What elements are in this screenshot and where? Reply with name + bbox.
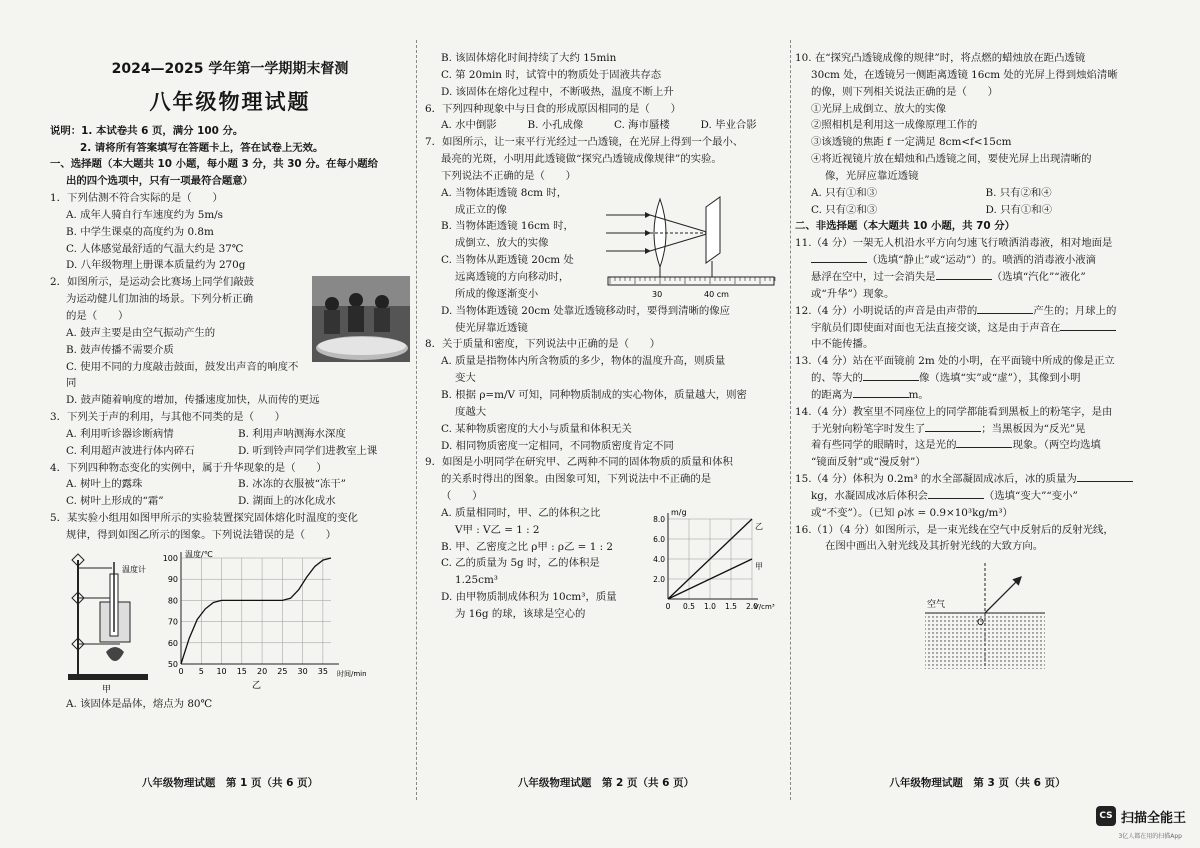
- question-7: [425, 134, 787, 336]
- q10-option-b: B. 只有②和④: [985, 186, 1052, 199]
- refraction-figure: [795, 555, 1160, 675]
- x-tick-label: 0: [178, 666, 184, 676]
- question-16: [795, 522, 1160, 682]
- q7-option-d-1: D. 当物体距透镜 20cm 处靠近透镜移动时，要得到清晰的像应: [441, 304, 731, 317]
- q10-option-d: D. 只有①和④: [985, 203, 1053, 216]
- q8-option-b-2: 度越大: [455, 405, 487, 418]
- q10-stem-3: 的像，则下列相关说法正确的是（ ）: [811, 85, 999, 98]
- q15-line-2a: kg，水凝固成冰后体积会: [811, 489, 928, 502]
- q15-line-3: 或“不变”）。（已知 ρ冰 = 0.9×10³kg/m³）: [811, 506, 1013, 519]
- question-10: [795, 50, 1160, 218]
- question-11: [795, 235, 1160, 302]
- y-tick-label: 60: [167, 638, 178, 648]
- q7-option-a-2: 成正立的像: [455, 203, 507, 216]
- q10-option-a: A. 只有①和③: [811, 186, 878, 199]
- q9-option-b: B. 甲、乙密度之比 ρ甲 : ρ乙 = 1 : 2: [441, 540, 614, 553]
- y-axis-label: m/g: [671, 507, 687, 517]
- q2-option-b: B. 鼓声传播不需要介质: [66, 343, 174, 356]
- temperature-curve: [181, 558, 331, 664]
- figure-jia-label: 甲: [102, 684, 112, 695]
- q15-blank-2[interactable]: [928, 489, 984, 499]
- q3-option-a: A. 利用听诊器诊断病情: [66, 427, 174, 440]
- q5-stem-2: 规律，得到如图乙所示的图象。下列说法错误的是（ ）: [66, 528, 337, 541]
- q10-statement-1: ①光屏上成倒立、放大的实像: [811, 102, 947, 115]
- q12-line-1b: 产生的；月球上的: [1033, 304, 1117, 317]
- q14-line-3b: 现象。（两空均选填: [1012, 439, 1101, 452]
- q12-blank-1[interactable]: [977, 304, 1033, 314]
- q9-option-d-2: 为 16g 的球，该球是空心的: [455, 607, 586, 620]
- q5-option-a: A. 该固体是晶体，熔点为 80℃: [66, 697, 213, 710]
- thermometer-label: 温度计: [122, 564, 146, 574]
- q1-option-c: C. 人体感觉最舒适的气温大约是 37℃: [66, 242, 244, 255]
- page-2: [425, 40, 787, 800]
- exam-year: 2024—2025 学年第一学期期末督测: [111, 61, 349, 77]
- footer-page-2: 八年级物理试题 第 2 页（共 6 页）: [517, 777, 695, 789]
- q3-option-b: B. 利用声呐测海水深度: [238, 427, 346, 440]
- q12-line-2: 宇航员们即使面对面也无法直接交谈，这是由于声音在: [811, 321, 1061, 334]
- q9-option-d-1: D. 由甲物质制成体积为 10cm³，质量: [441, 591, 617, 604]
- question-3: [50, 409, 410, 460]
- q5-stem-1: 5．某实验小组用如图甲所示的实验装置探究固体熔化时温度的变化: [50, 512, 358, 525]
- q11-line-3a: 悬浮在空中，过一会消失是: [811, 270, 936, 283]
- q2-option-d: D. 鼓声随着响度的增加，传播速度加快，从而传的更远: [66, 394, 320, 407]
- footer-page-1: 八年级物理试题 第 1 页（共 6 页）: [141, 777, 319, 789]
- q14-line-1: 14.（4 分）教室里不同座位上的同学都能看到黑板上的粉笔字，是由: [795, 405, 1113, 418]
- q15-blank-1[interactable]: [1077, 472, 1133, 482]
- question-4: [50, 460, 410, 511]
- q7-option-c-2: 远离透镜的方向移动时，: [455, 270, 570, 283]
- q8-option-c: C. 某种物质密度的大小与质量和体积无关: [441, 422, 632, 435]
- q11-line-2: （选填“静止”或“运动”）的。喷洒的消毒液小液滴: [867, 254, 1097, 267]
- air-label: 空气: [927, 600, 946, 611]
- question-8: [425, 336, 787, 454]
- ruler-tick-30: 30: [652, 289, 663, 299]
- x-tick-label: 0: [665, 601, 671, 611]
- q7-option-b-1: B. 当物体距透镜 16cm 时，: [441, 220, 574, 233]
- q10-statement-4: ④将近视镜片放在蜡烛和凸透镜之间，要使光屏上出现清晰的: [811, 153, 1092, 166]
- note-1: 说明：1. 本试卷共 6 页，满分 100 分。: [50, 124, 244, 137]
- q8-option-a-1: A. 质量是指物体内所含物质的多少，物体的温度升高，则质量: [441, 355, 726, 368]
- q6-option-d: D. 毕业合影: [700, 119, 757, 132]
- q14-blank-1[interactable]: [925, 422, 981, 432]
- section-2-title: 二、非选择题（本大题共 10 小题，共 70 分）: [795, 220, 1016, 233]
- q2-option-a: A. 鼓声主要是由空气振动产生的: [66, 326, 216, 339]
- q13-line-2b: 像（选填“实”或“虚”），其像到小明: [918, 372, 1081, 385]
- q10-option-c: C. 只有②和③: [811, 203, 878, 216]
- q5-option-b: B. 该固体熔化时间持续了大约 15min: [441, 52, 617, 64]
- question-14: [795, 404, 1160, 471]
- x-tick-label: 1.5: [725, 601, 737, 611]
- q9-option-c-2: 1.25cm³: [455, 574, 498, 587]
- apparatus-figure: [50, 546, 155, 696]
- question-6: [425, 101, 787, 135]
- y-tick-label: 6.0: [653, 534, 665, 544]
- q13-line-3: 的距离为: [811, 388, 853, 401]
- q1-stem: 1．下列估测不符合实际的是（ ）: [50, 192, 223, 205]
- q2-stem-2: 为运动健儿们加油的场景。下列分析正确: [66, 293, 254, 306]
- page-3: [795, 40, 1160, 800]
- question-5: [50, 510, 410, 713]
- q11-blank-1[interactable]: [811, 253, 867, 263]
- q3-option-d: D. 听到铃声同学们进教室上课: [238, 444, 378, 457]
- y-tick-label: 100: [162, 553, 178, 563]
- q7-option-b-2: 成倒立、放大的实像: [455, 237, 549, 250]
- point-o-label: O: [977, 618, 985, 629]
- scanner-watermark: [1096, 806, 1186, 826]
- q12-blank-2[interactable]: [1060, 321, 1116, 331]
- q13-blank-2[interactable]: [853, 388, 909, 398]
- q4-option-b: B. 冰冻的衣服被“冻干”: [238, 478, 346, 491]
- q4-option-c: C. 树叶上形成的“霜”: [66, 495, 164, 508]
- q1-option-b: B. 中学生课桌的高度约为 0.8m: [66, 225, 214, 238]
- q6-stem: 6．下列四种现象中与日食的形成原因相同的是（ ）: [425, 102, 681, 115]
- q15-line-1: 15.（4 分）体积为 0.2m³ 的水全部凝固成冰后，冰的质量为: [795, 473, 1077, 486]
- scanner-logo-icon: CS: [1096, 806, 1116, 826]
- q16-line-1: 16.（1）（4 分）如图所示，是一束光线在空气中反射后的反射光线，: [795, 523, 1114, 536]
- y-tick-label: 8.0: [653, 514, 665, 524]
- x-tick-label: 5: [198, 666, 204, 676]
- q13-line-2a: 的、等大的: [811, 372, 863, 385]
- question-13: [795, 353, 1160, 404]
- q12-line-1a: 12.（4 分）小明说话的声音是由声带的: [795, 304, 978, 317]
- x-tick-label: 0.5: [683, 601, 695, 611]
- series-label: 乙: [755, 521, 763, 531]
- x-tick-label: 30: [297, 666, 308, 676]
- q6-option-c: C. 海市蜃楼: [614, 119, 670, 132]
- q10-statement-2: ②照相机是利用这一成像原理工作的: [811, 119, 978, 132]
- lens-bench-figure: [600, 185, 780, 303]
- q13-line-3b: m。: [908, 388, 929, 401]
- x-tick-label: 25: [277, 666, 288, 676]
- q1-option-a: A. 成年人骑自行车速度约为 5m/s: [66, 208, 224, 221]
- section-1-title: 一、选择题（本大题共 10 小题，每小题 3 分，共 30 分。在每小题给: [50, 158, 379, 171]
- scanner-name: 扫描全能王: [1120, 810, 1186, 826]
- q4-stem: 4．下列四种物态变化的实例中，属于升华现象的是（ ）: [50, 461, 327, 474]
- q9-stem-2: 的关系时得出的图象。由图象可知，下列说法中不正确的是: [441, 473, 712, 486]
- q11-line-1: 11.（4 分）一架无人机沿水平方向匀速飞行喷洒消毒液，相对地面是: [795, 237, 1113, 250]
- q7-option-d-2: 使光屏靠近透镜: [455, 321, 528, 334]
- q10-stem-2: 30cm 处，在透镜另一侧距离透镜 16cm 处的光屏上得到烛焰清晰: [811, 68, 1118, 81]
- question-15: [795, 471, 1160, 522]
- question-12: [795, 303, 1160, 354]
- q10-statement-3: ③该透镜的焦距 f 一定满足 8cm<f<15cm: [811, 136, 1012, 149]
- question-1: [50, 190, 410, 274]
- x-tick-label: 20: [256, 666, 268, 676]
- q12-line-3: 中不能传播。: [811, 338, 874, 351]
- y-tick-label: 90: [167, 574, 178, 584]
- x-tick-label: 35: [317, 666, 328, 676]
- q8-option-d: D. 相同物质密度一定相同，不同物质密度肯定不同: [441, 439, 674, 452]
- q9-stem-3: （ ）: [441, 490, 483, 503]
- y-tick-label: 4.0: [653, 554, 665, 564]
- q14-line-4: “镜面反射”或“漫反射”）: [811, 456, 926, 469]
- mass-volume-chart: [640, 505, 780, 623]
- section-1-title-2: 出的四个选项中，只有一项最符合题意）: [66, 175, 254, 188]
- x-axis-label: 时间/min: [337, 669, 367, 678]
- q11-line-4: 或“升华”）现象。: [811, 287, 895, 300]
- q9-option-a-1: A. 质量相同时，甲、乙的体积之比: [441, 506, 601, 519]
- q13-blank-1[interactable]: [863, 371, 919, 381]
- q2-option-c: C. 使用不同的力度敲击鼓面，鼓发出声音的响度不同: [66, 360, 299, 390]
- q9-option-c-1: C. 乙的质量为 5g 时，乙的体积是: [441, 557, 600, 570]
- scanner-slogan: 3亿人都在用的扫描App: [1118, 833, 1182, 840]
- q7-option-c-3: 所成的像逐渐变小: [455, 287, 539, 300]
- q8-option-b-1: B. 根据 ρ=m/V 可知，同种物质制成的实心物体，质量越大，则密: [441, 388, 747, 401]
- q15-line-2b: （选填“变大”“变小”: [983, 489, 1078, 502]
- q14-line-3a: 着有些同学的眼睛时，这是光的: [811, 439, 957, 452]
- q6-option-b: B. 小孔成像: [527, 119, 584, 132]
- x-tick-label: 1.0: [704, 601, 716, 611]
- note-2: 2. 请将所有答案填写在答题卡上，答在试卷上无效。: [80, 141, 324, 154]
- y-tick-label: 70: [167, 617, 178, 627]
- y-axis-label: 温度/℃: [185, 549, 213, 559]
- figure-yi-label: 乙: [252, 680, 262, 691]
- q8-stem: 8．关于质量和密度，下列说法中正确的是（ ）: [425, 338, 661, 351]
- footer-page-3: 八年级物理试题 第 3 页（共 6 页）: [889, 777, 1066, 789]
- q3-stem: 3．下列关于声的利用，与其他不同类的是（ ）: [50, 411, 286, 424]
- drum-photo: [312, 276, 410, 362]
- q5-option-d: D. 该固体在熔化过程中，不断吸热，温度不断上升: [441, 85, 674, 98]
- q1-option-d: D. 八年级物理上册课本质量约为 270g: [66, 259, 246, 272]
- q4-option-d: D. 湖面上的冰化成水: [238, 495, 336, 508]
- q8-option-a-2: 变大: [455, 372, 476, 385]
- q7-stem-1: 7．如图所示，让一束平行光经过一凸透镜，在光屏上得到一个最小、: [425, 136, 744, 149]
- ruler-tick-40: 40 cm: [704, 289, 729, 299]
- q2-stem-1: 2．如图所示，是运动会比赛场上同学们敲鼓: [50, 276, 255, 289]
- q14-line-2b: ；当黑板因为“反光”晃: [981, 422, 1086, 435]
- series-label: 甲: [755, 561, 763, 571]
- q7-stem-2: 最亮的光斑，小明用此透镜做“探究凸透镜成像规律”的实验。: [441, 153, 722, 166]
- page-1: [50, 40, 410, 800]
- x-axis-label: V/cm³: [754, 602, 775, 611]
- q7-option-a-1: A. 当物体距透镜 8cm 时，: [441, 186, 568, 199]
- x-tick-label: 15: [236, 666, 247, 676]
- q5-option-c: C. 第 20min 时，试管中的物质处于固液共存态: [441, 68, 662, 81]
- q11-blank-2[interactable]: [936, 270, 992, 280]
- q2-stem-3: 的是（ ）: [66, 309, 129, 322]
- y-tick-label: 2.0: [653, 574, 665, 584]
- q3-option-c: C. 利用超声波进行体内碎石: [66, 444, 195, 457]
- q13-line-1: 13.（4 分）站在平面镜前 2m 处的小明，在平面镜中所成的像是正立: [795, 355, 1115, 368]
- x-tick-label: 2.0: [746, 601, 758, 611]
- temperature-time-chart: [155, 546, 395, 696]
- q14-line-2a: 于光射向粉笔字时发生了: [811, 422, 926, 435]
- exam-title: 八年级物理试题: [149, 89, 311, 114]
- q16-line-2: 在图中画出入射光线及其折射光线的大致方向。: [825, 540, 1044, 553]
- q7-option-c-1: C. 当物体从距透镜 20cm 处: [441, 254, 574, 267]
- x-tick-label: 10: [216, 666, 227, 676]
- q10-statement-4b: 像，光屏应靠近透镜: [825, 169, 919, 182]
- y-tick-label: 80: [167, 596, 178, 606]
- q14-blank-2[interactable]: [956, 438, 1012, 448]
- question-2: [50, 274, 410, 409]
- q9-option-a-2: V甲 : V乙 = 1 : 2: [455, 523, 540, 536]
- y-tick-label: 50: [167, 659, 178, 669]
- q6-option-a: A. 水中倒影: [441, 119, 497, 132]
- q11-line-3b: （选填“汽化”“液化”: [991, 270, 1086, 283]
- question-9: [425, 454, 787, 623]
- q7-stem-3: 下列说法不正确的是（ ）: [441, 169, 577, 182]
- q9-stem-1: 9．如图是小明同学在研究甲、乙两种不同的固体物质的质量和体积: [425, 456, 733, 469]
- q10-stem-1: 10. 在“探究凸透镜成像的规律”时，将点燃的蜡烛放在距凸透镜: [795, 52, 1086, 64]
- q4-option-a: A. 树叶上的露珠: [66, 478, 143, 491]
